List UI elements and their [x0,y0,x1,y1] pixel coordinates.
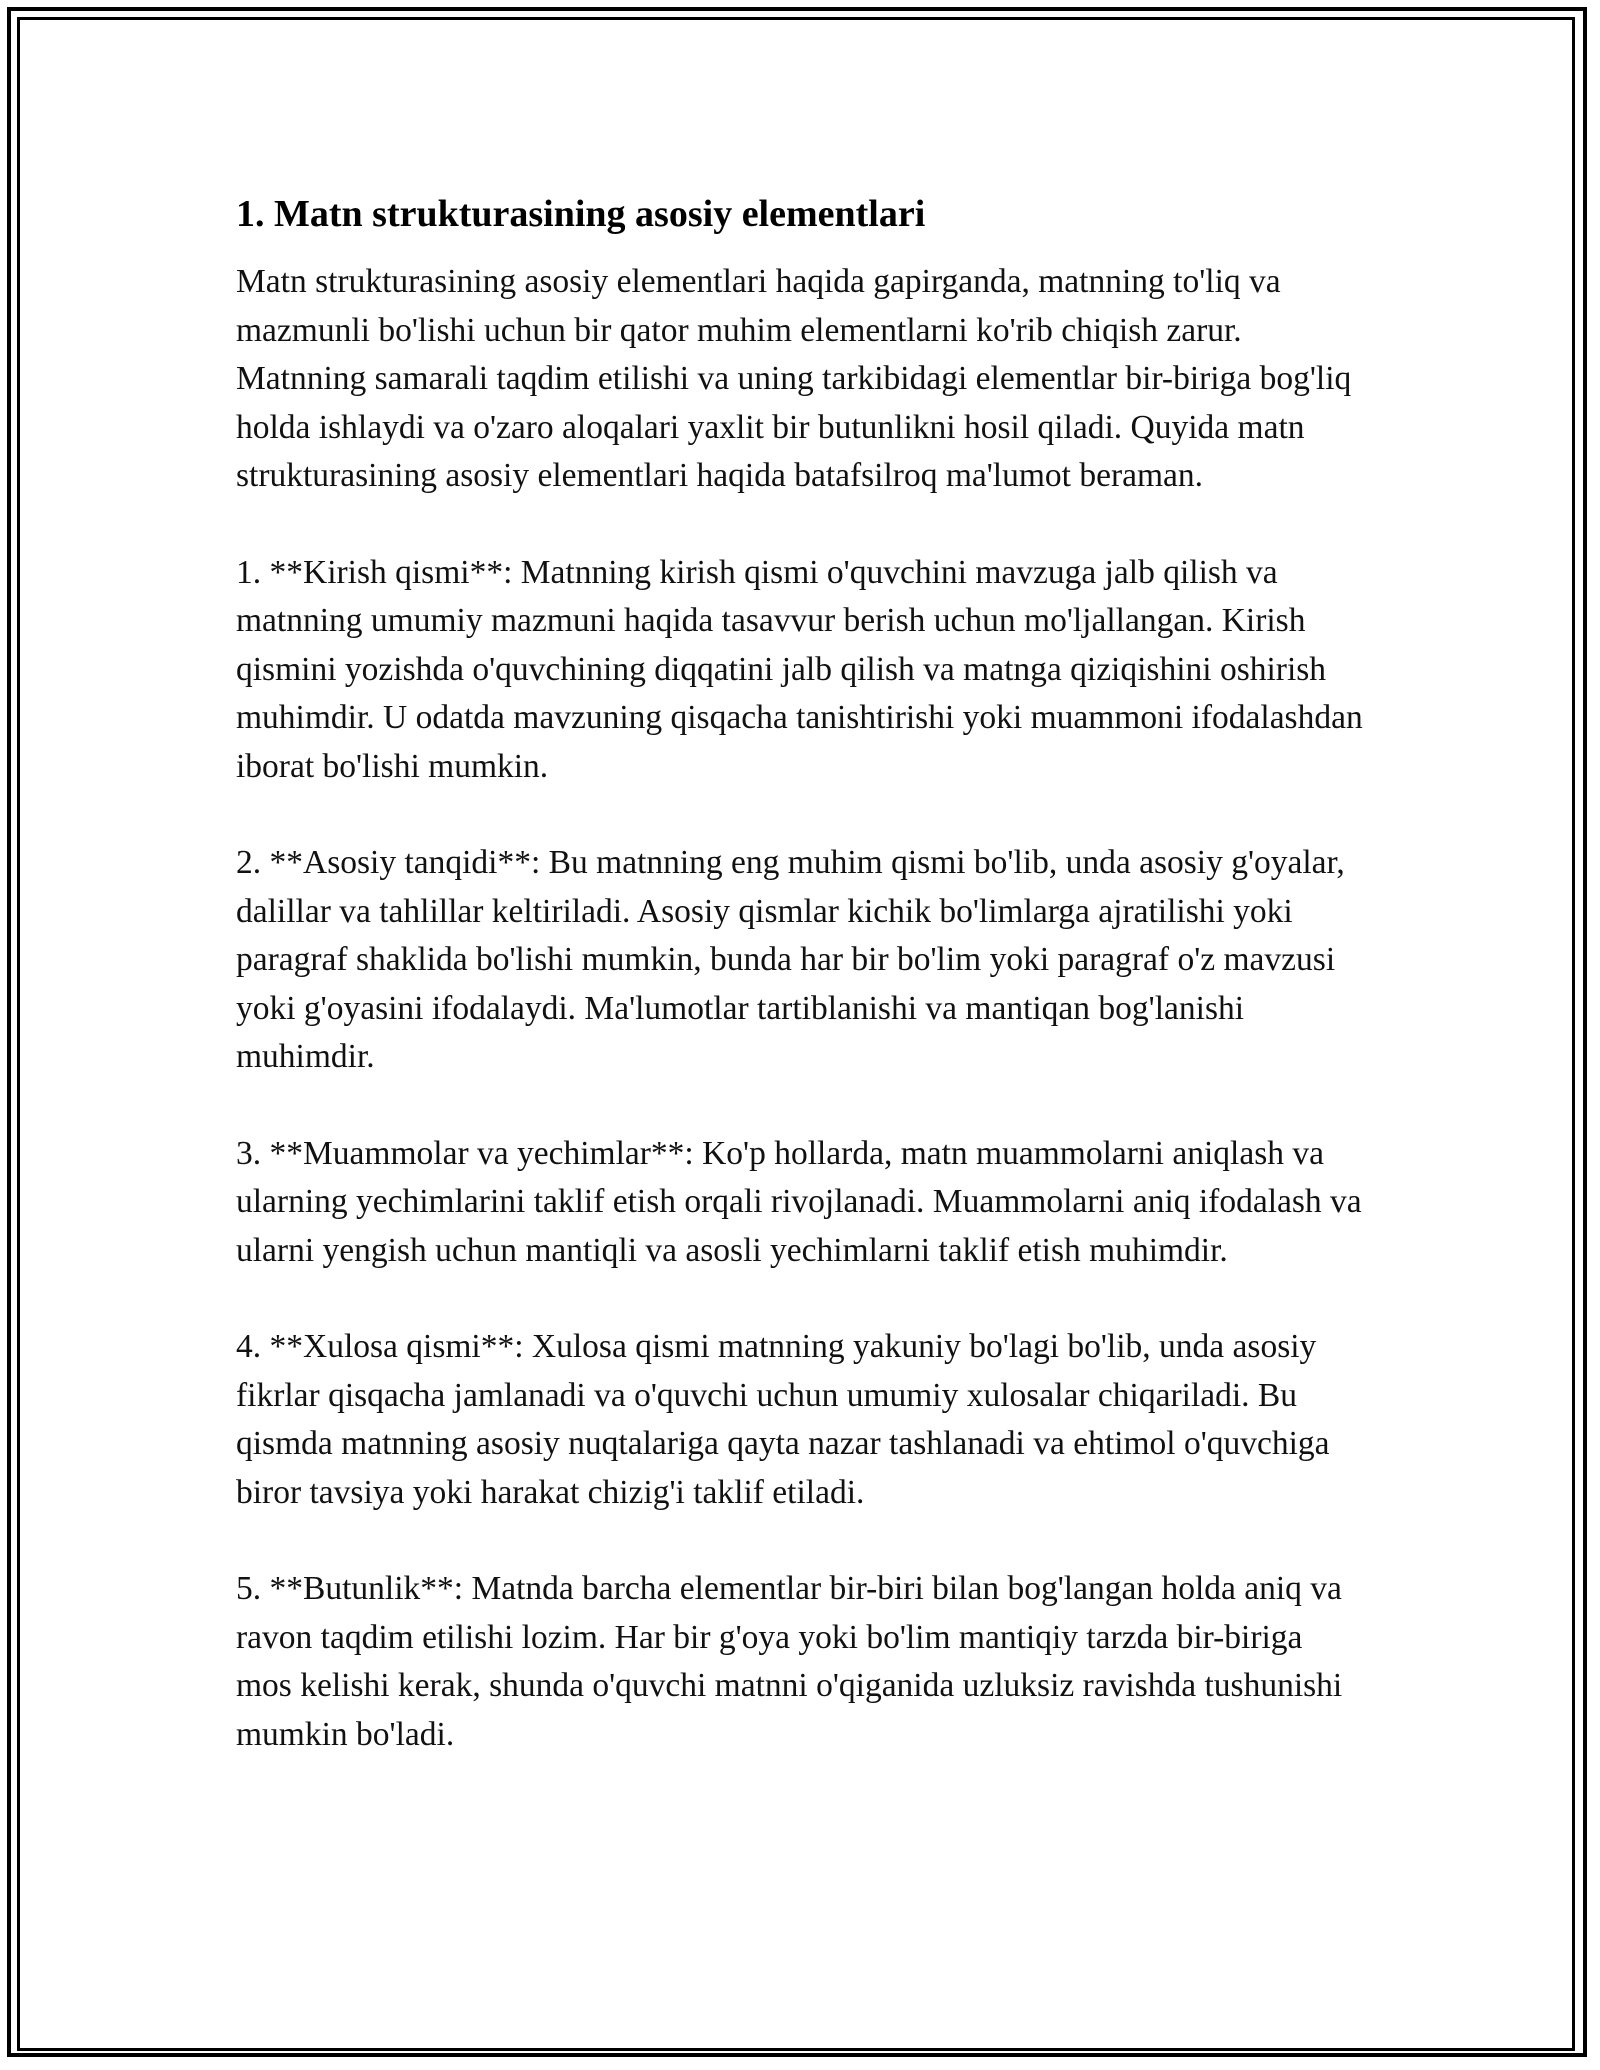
paragraph-muammolar-va-yechimlar: 3. **Muammolar va yechimlar**: Ko'p hollarda, matn muammolarni aniqlash va ularning yechimlarini taklif etish orqali rivojlanadi. Muammolarni aniq ifodalash va ularni yengish uchun mantiqli va asosli yechimlarni taklif etish muhimdir. [236,1134,1362,1269]
paragraph-xulosa-qismi: 4. **Xulosa qismi**: Xulosa qismi matnning yakuniy bo'lagi bo'lib, unda asosiy fikrlar qisqacha jamlanadi va o'quvchi uchun umumiy xulosalar chiqariladi. Bu qismda matnning asosiy nuqtalariga qayta nazar tashlanadi va ehtimol o'quvchiga biror tavsiya yoki harakat chizig'i taklif etiladi. [236,1328,1330,1511]
document-body [236,188,1366,1807]
intro-paragraph: Matn strukturasining asosiy elementlari haqida gapirganda, matnning to'liq va mazmunli bo'lishi uchun bir qator muhim elementlarni ko'rib chiqish zarur. Matnning samarali taqdim etilishi va uning tarkibidagi elementlar bir-biriga bog'liq holda ishlaydi va o'zaro aloqalari yaxlit bir butunlikni hosil qiladi. Quyida matn strukturasining asosiy elementlari haqida batafsilroq ma'lumot beraman. [236,263,1352,494]
section-heading: 1. Matn strukturasining asosiy elementlari [236,193,926,235]
paragraph-butunlik: 5. **Butunlik**: Matnda barcha elementlar bir-biri bilan bog'langan holda aniq va ravon taqdim etilishi lozim. Har bir g'oya yoki bo'lim mantiqiy tarzda bir-biriga mos kelishi kerak, shunda o'quvchi matnni o'qiganida uzluksiz ravishda tushunishi mumkin bo'ladi. [236,1570,1343,1753]
paragraph-asosiy-tanqidi: 2. **Asosiy tanqidi**: Bu matnning eng muhim qismi bo'lib, unda asosiy g'oyalar, dalillar va tahlillar keltiriladi. Asosiy qismlar kichik bo'limlarga ajratilishi yoki paragraf shaklida bo'lishi mumkin, bunda har bir bo'lim yoki paragraf o'z mavzusi yoki g'oyasini ifodalaydi. Ma'lumotlar tartiblanishi va mantiqan bog'lanishi muhimdir. [236,844,1345,1075]
paragraph-kirish-qismi: 1. **Kirish qismi**: Matnning kirish qismi o'quvchini mavzuga jalb qilish va matnning umumiy mazmuni haqida tasavvur berish uchun mo'ljallangan. Kirish qismini yozishda o'quvchining diqqatini jalb qilish va matnga qiziqishini oshirish muhimdir. U odatda mavzuning qisqacha tanishtirishi yoki muammoni ifodalashdan iborat bo'lishi mumkin. [236,553,1363,785]
